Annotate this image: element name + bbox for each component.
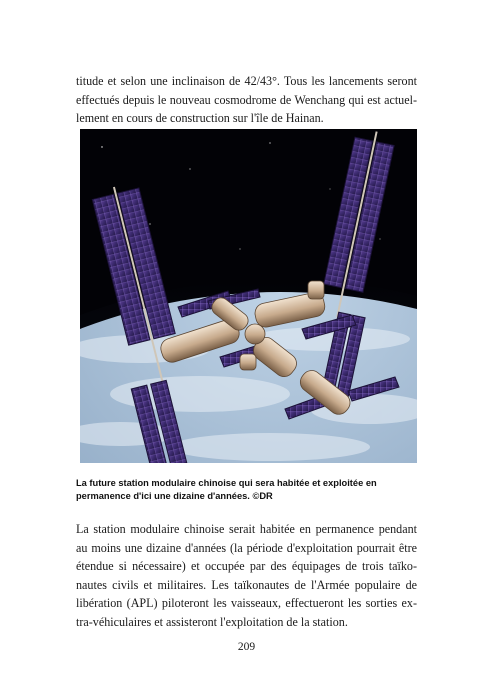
space-station-photo	[80, 129, 417, 463]
page-number: 209	[237, 641, 256, 653]
body-paragraph-bottom: La station modulaire chinoise serait habitée en permanence pendant au moins une dizaine d'années (la période d'exploitation pourrait être étendue si nécessaire) et occupée par des équipages de trois taïkonautes civils et militaires. Les taïkonautes de l'Armée populaire de libération (APL) piloteront les vaisseaux, effectueront les sorties extra-véhiculaires et assisteront l'exploitation de la station.	[76, 522, 417, 629]
figure-caption: La future station modulaire chinoise qui sera habitée et exploitée en permanence d'ici une dizaine d'années. ©DR	[76, 478, 377, 501]
body-paragraph-top: titude et selon une inclinaison de 42/43°. Tous les lancements seront effectués depuis le nouveau cosmodrome de Wenchang qui est actuellement en cours de construction sur l'île de Hainan.	[76, 74, 417, 126]
